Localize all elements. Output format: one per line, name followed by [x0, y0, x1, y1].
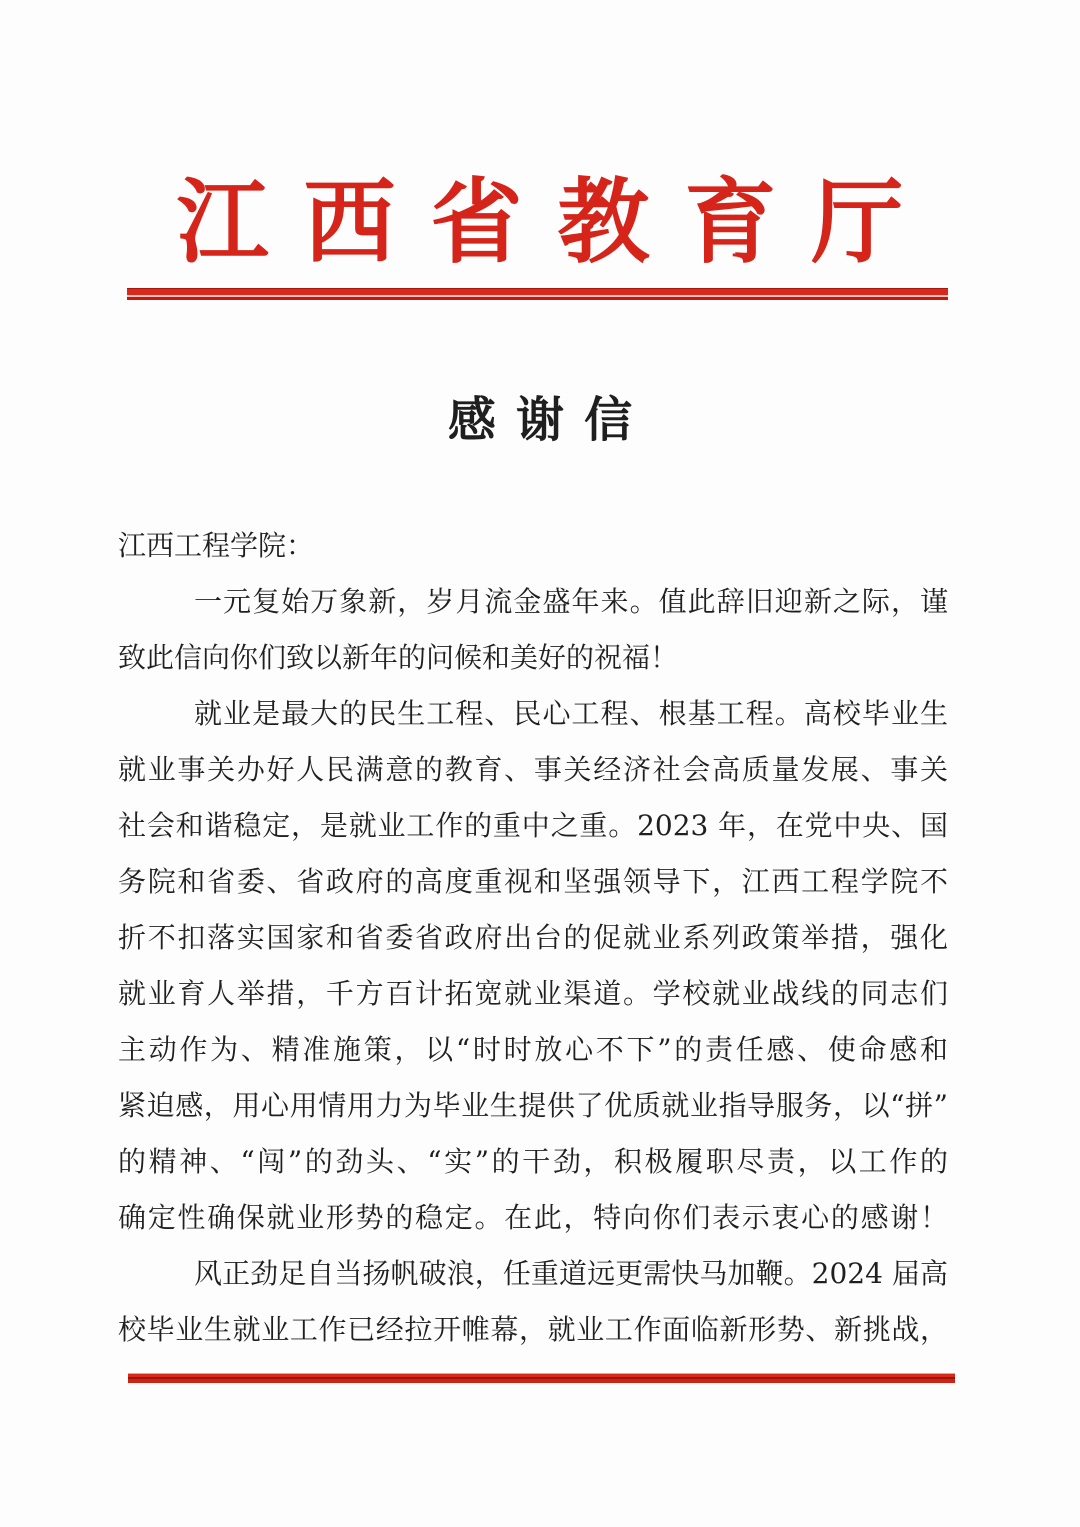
body-line: 一元复始万象新，岁月流金盛年来。值此辞旧迎新之际，谨: [194, 585, 948, 618]
letterhead-divider-rule: [127, 288, 948, 300]
letter-title: 感谢信: [447, 392, 653, 448]
body-line: 就业育人举措，千方百计拓宽就业渠道。学校就业战线的同志们: [118, 977, 948, 1010]
body-line: 主动作为、精准施策，以“时时放心不下”的责任感、使命感和: [118, 1033, 948, 1066]
body-line: 务院和省委、省政府的高度重视和坚强领导下，江西工程学院不: [118, 865, 948, 898]
agency-letterhead-title: 江西省教育厅: [176, 168, 939, 276]
body-line: 校毕业生就业工作已经拉开帷幕，就业工作面临新形势、新挑战，: [118, 1313, 948, 1346]
body-line: 致此信向你们致以新年的问候和美好的祝福！: [118, 641, 679, 674]
body-line: 折不扣落实国家和省委省政府出台的促就业系列政策举措，强化: [118, 921, 948, 954]
page-footer-rule: [128, 1373, 955, 1383]
body-line: 风正劲足自当扬帆破浪，任重道远更需快马加鞭。2024 届高: [194, 1257, 948, 1290]
body-line: 就业事关办好人民满意的教育、事关经济社会高质量发展、事关: [118, 753, 948, 786]
letter-body: [118, 518, 948, 1358]
body-line: 就业是最大的民生工程、民心工程、根基工程。高校毕业生: [194, 697, 948, 730]
salutation-line: 江西工程学院：: [118, 529, 315, 562]
body-line: 社会和谐稳定，是就业工作的重中之重。2023 年，在党中央、国: [118, 809, 948, 842]
body-line: 确定性确保就业形势的稳定。在此，特向你们表示衷心的感谢！: [118, 1201, 948, 1234]
body-line: 的精神、“闯”的劲头、“实”的干劲，积极履职尽责，以工作的: [118, 1145, 948, 1178]
body-line: 紧迫感，用心用情用力为毕业生提供了优质就业指导服务，以“拼”: [118, 1089, 948, 1122]
